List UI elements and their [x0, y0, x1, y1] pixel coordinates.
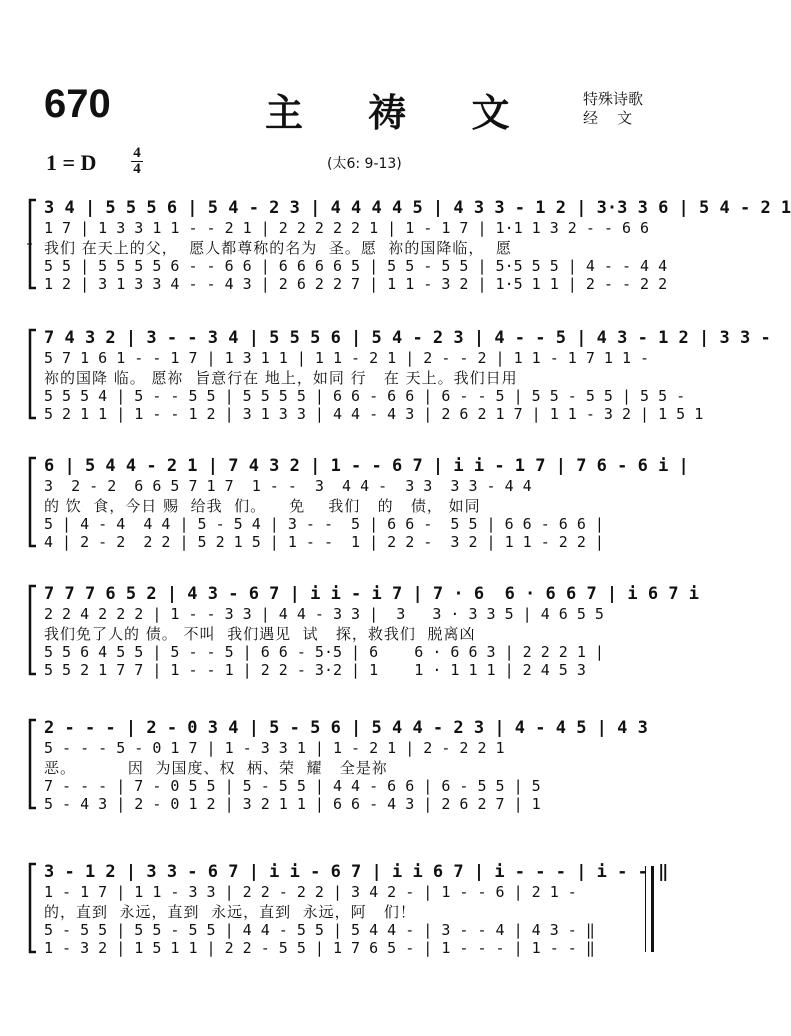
tenor-line: 7 - - - | 7 - 0 5 5 | 5 - 5 5 | 4 4 - 6 6 | 6 - 5 5 | 5 — [44, 777, 541, 795]
tenor-line: 5 5 5 4 | 5 - - 5 5 | 5 5 5 5 | 6 6 - 6 6 | 6 - - 5 | 5 5 - 5 5 | 5 5 - — [44, 387, 686, 405]
time-signature-top: 4 — [133, 145, 141, 161]
melody-line: 7 4 3 2 | 3 - - 3 4 | 5 5 5 6 | 5 4 - 2 3 | 4 - - 5 | 4 3 - 1 2 | 3 3 - — [44, 328, 771, 348]
hymn-title: 主 祷 文 — [265, 90, 536, 135]
hymn-number: 670 — [44, 82, 111, 126]
bass-line: 1 2 | 3 1 3 3 4 - - 4 3 | 2 6 2 2 7 | 1 1 - 3 2 | 1·5 1 1 | 2 - - 2 2 — [44, 275, 668, 293]
tenor-line: 5 5 6 4 5 5 | 5 - - 5 | 6 6 - 5·5 | 6 6 · 6 6 3 | 2 2 2 1 | — [44, 643, 604, 661]
system-bracket — [26, 456, 38, 548]
category-line-2: 经 文 — [583, 109, 633, 127]
music-system-4 — [26, 584, 700, 679]
alto-line: 1 7 | 1 3 3 1 1 - - 2 1 | 2 2 2 2 2 1 | 1 - 1 7 | 1·1 1 3 2 - - 6 6 — [44, 219, 650, 237]
music-system-5 — [26, 718, 654, 813]
lyrics-line: 的，直到 永远，直到 永远，直到 永远，阿 们！ — [44, 903, 416, 921]
alto-line: 5 - - - 5 - 0 1 7 | 1 - 3 3 1 | 1 - 2 1 | 2 - 2 2 1 — [44, 739, 505, 757]
lyrics-line: 我们 在天上的父， 愿人都尊称的名为 圣。愿 祢的国降临， 愿 — [44, 239, 512, 257]
alto-line: 5 7 1 6 1 - - 1 7 | 1 3 1 1 | 1 1 - 2 1 | 2 - - 2 | 1 1 - 1 7 1 1 - — [44, 349, 650, 367]
lyrics-line: 我们免了人的 债。 不叫 我们遇见 试 探，救我们 脱离凶 — [44, 625, 476, 643]
system-bracket — [26, 584, 38, 676]
lyrics-line: 祢的国降 临。 愿祢 旨意行在 地上，如同 行 在 天上。我们日用 — [44, 369, 518, 387]
music-system-6 — [26, 862, 669, 957]
melody-line: 7 7 7 6 5 2 | 4 3 - 6 7 | i i - i 7 | 7 · 6 6 · 6 6 7 | i 6 7 i — [44, 584, 700, 604]
music-system-2 — [26, 328, 771, 423]
melody-line: 2 - - - | 2 - 0 3 4 | 5 - 5 6 | 5 4 4 - 2 3 | 4 - 4 5 | 4 3 — [44, 718, 648, 738]
alto-line: 2 2 4 2 2 2 | 1 - - 3 3 | 4 4 - 3 3 | 3 3 · 3 3 5 | 4 6 5 5 — [44, 605, 604, 623]
category-line-1: 特殊诗歌 — [583, 90, 644, 108]
music-system-3 — [26, 456, 689, 551]
melody-line: 6 | 5 4 4 - 2 1 | 7 4 3 2 | 1 - - 6 7 | i i - 1 7 | 7 6 - 6 i | — [44, 456, 689, 476]
music-system-1 — [26, 198, 791, 293]
lyrics-line: 恶。 因 为国度、权 柄、荣 耀 全是祢 — [44, 759, 388, 777]
tenor-line: 5 - 5 5 | 5 5 - 5 5 | 4 4 - 5 5 | 5 4 4 - | 3 - - 4 | 4 3 - ‖ — [44, 921, 595, 939]
category-label — [583, 90, 643, 128]
key-signature: 1 = D — [46, 150, 97, 175]
system-bracket — [26, 718, 38, 810]
lyrics-line: 的 饮 食，今日 赐 给我 们。 免 我们 的 债， 如同 — [44, 497, 481, 515]
time-signature — [130, 146, 144, 177]
bass-line: 5 5 2 1 7 7 | 1 - - 1 | 2 2 - 3·2 | 1 1 · 1 1 1 | 2 4 5 3 — [44, 661, 586, 679]
system-bracket — [26, 862, 38, 954]
system-bracket — [26, 198, 38, 290]
tenor-line: 5 | 4 - 4 4 4 | 5 - 5 4 | 3 - - 5 | 6 6 - 5 5 | 6 6 - 6 6 | — [44, 515, 604, 533]
bass-line: 4 | 2 - 2 2 2 | 5 2 1 5 | 1 - - 1 | 2 2 - 3 2 | 1 1 - 2 2 | — [44, 533, 604, 551]
bass-line: 5 2 1 1 | 1 - - 1 2 | 3 1 3 3 | 4 4 - 4 3 | 2 6 2 1 7 | 1 1 - 3 2 | 1 5 1 — [44, 405, 704, 423]
melody-line: 3 - 1 2 | 3 3 - 6 7 | i i - 6 7 | i i 6 7 | i - - - | i - - ‖ — [44, 862, 669, 882]
system-bracket — [26, 328, 38, 420]
alto-line: 3 2 - 2 6 6 5 7 1 7 1 - - 3 4 4 - 3 3 3 3 - 4 4 — [44, 477, 532, 495]
alto-line: 1 - 1 7 | 1 1 - 3 3 | 2 2 - 2 2 | 3 4 2 - | 1 - - 6 | 2 1 - — [44, 883, 577, 901]
tenor-line: 5 5 | 5 5 5 5 6 - - 6 6 | 6 6 6 6 5 | 5 5 - 5 5 | 5·5 5 5 | 4 - - 4 4 — [44, 257, 668, 275]
melody-line: 3 4 | 5 5 5 6 | 5 4 - 2 3 | 4 4 4 4 5 | 4 3 3 - 1 2 | 3·3 3 6 | 5 4 - 2 1 — [44, 198, 791, 218]
time-signature-bottom: 4 — [133, 161, 141, 177]
scripture-reference: (太6: 9-13) — [327, 156, 402, 172]
final-barline — [645, 866, 654, 952]
bass-line: 5 - 4 3 | 2 - 0 1 2 | 3 2 1 1 | 6 6 - 4 3 | 2 6 2 7 | 1 — [44, 795, 541, 813]
bass-line: 1 - 3 2 | 1 5 1 1 | 2 2 - 5 5 | 1 7 6 5 - | 1 - - - | 1 - - ‖ — [44, 939, 595, 957]
